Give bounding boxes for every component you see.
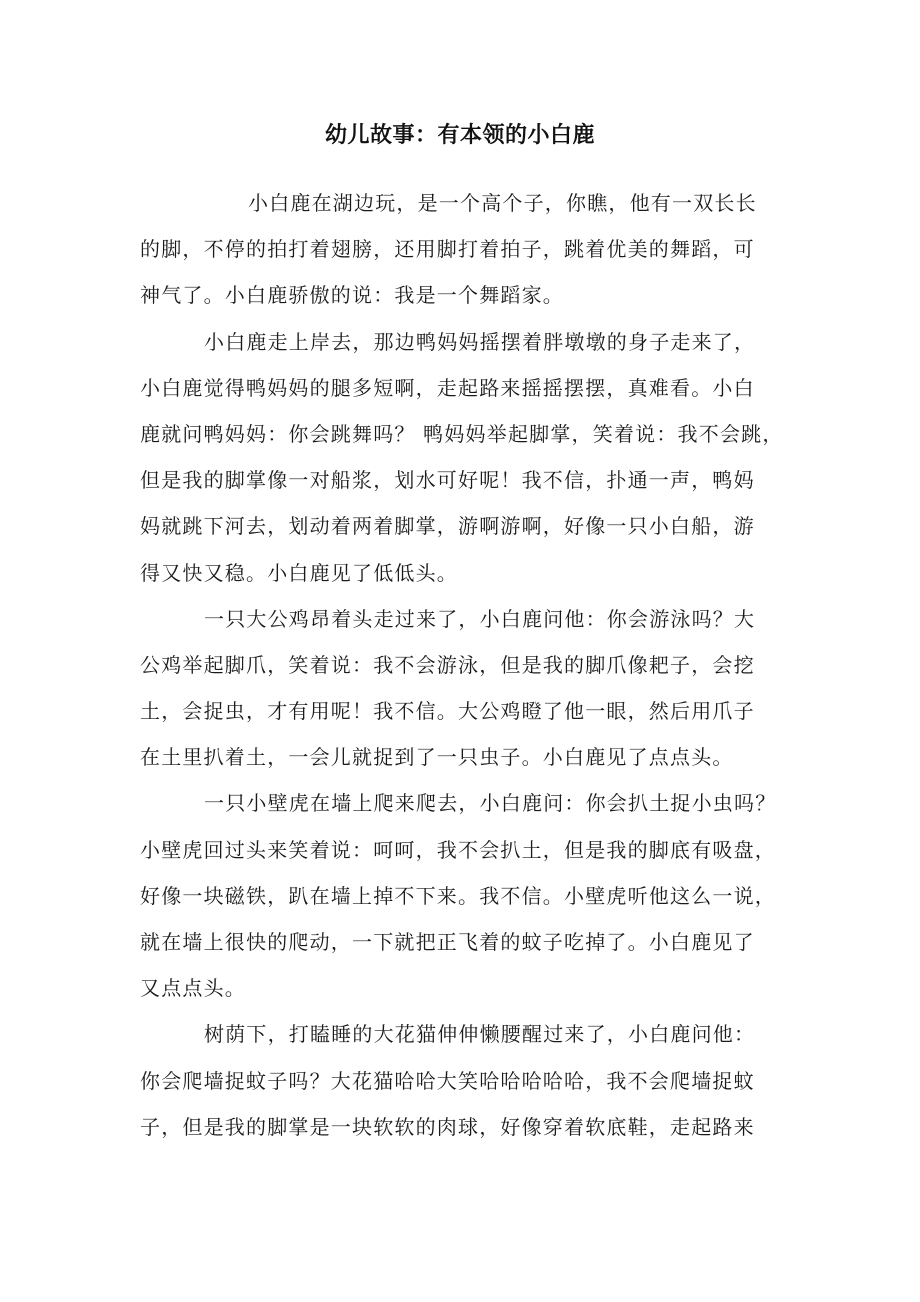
text-line: 得又快又稳。小白鹿见了低低头。 bbox=[140, 560, 458, 585]
paragraph-3 bbox=[140, 596, 800, 781]
text-line: 的脚，不停的拍打着翅膀，还用脚打着拍子，跳着优美的舞蹈，可 bbox=[140, 237, 755, 262]
document-title: 幼儿故事：有本领的小白鹿 bbox=[324, 123, 595, 148]
text-line: 土，会捉虫，才有用呢！我不信。大公鸡瞪了他一眼，然后用爪子 bbox=[140, 699, 755, 724]
text-line: 公鸡举起脚爪，笑着说：我不会游泳，但是我的脚爪像耙子，会挖 bbox=[140, 652, 755, 677]
text-line: 小白鹿觉得鸭妈妈的腿多短啊，走起路来摇摇摆摆，真难看。小白 bbox=[140, 375, 755, 400]
paragraph-4 bbox=[140, 780, 800, 1011]
text-line: 一只小壁虎在墙上爬来爬去，小白鹿问：你会扒土捉小虫吗？ bbox=[204, 791, 777, 816]
text-line: 小白鹿在湖边玩，是一个高个子，你瞧，他有一双长长 bbox=[248, 191, 757, 215]
paragraph-2 bbox=[140, 319, 800, 596]
text-line: 小白鹿走上岸去，那边鸭妈妈摇摆着胖墩墩的身子走来了， bbox=[204, 329, 756, 354]
document-body bbox=[140, 180, 800, 1150]
text-line: 妈就跳下河去，划动着两着脚掌，游啊游啊，好像一只小白船，游 bbox=[140, 514, 755, 539]
text-line: 一只大公鸡昂着头走过来了，小白鹿问他：你会游泳吗？大 bbox=[204, 606, 756, 631]
text-line: 你会爬墙捉蚊子吗？大花猫哈哈大笑哈哈哈哈哈，我不会爬墙捉蚊 bbox=[140, 1068, 755, 1093]
text-line: 小壁虎回过头来笑着说：呵呵，我不会扒土，但是我的脚底有吸盘， bbox=[140, 837, 776, 862]
text-line: 但是我的脚掌像一对船浆，划水可好呢！我不信，扑通一声，鸭妈 bbox=[140, 468, 755, 493]
paragraph-5 bbox=[140, 1011, 800, 1150]
text-line: 好像一块磁铁，趴在墙上掉不下来。我不信。小壁虎听他这么一说， bbox=[140, 883, 776, 908]
text-line: 又点点头。 bbox=[140, 976, 246, 1001]
text-line: 子，但是我的脚掌是一块软软的肉球，好像穿着软底鞋，走起路来 bbox=[140, 1114, 755, 1139]
text-line: 树荫下，打瞌睡的大花猫伸伸懒腰醒过来了，小白鹿问他： bbox=[204, 1022, 756, 1047]
text-line: 鹿就问鸭妈妈：你会跳舞吗？ 鸭妈妈举起脚掌，笑着说：我不会跳， bbox=[140, 421, 784, 446]
text-line: 在土里扒着土，一会儿就捉到了一只虫子。小白鹿见了点点头。 bbox=[140, 745, 734, 770]
paragraph-1 bbox=[140, 180, 800, 319]
text-line: 神气了。小白鹿骄傲的说：我是一个舞蹈家。 bbox=[140, 283, 564, 308]
text-line: 就在墙上很快的爬动，一下就把正飞着的蚊子吃掉了。小白鹿见了 bbox=[140, 930, 755, 954]
